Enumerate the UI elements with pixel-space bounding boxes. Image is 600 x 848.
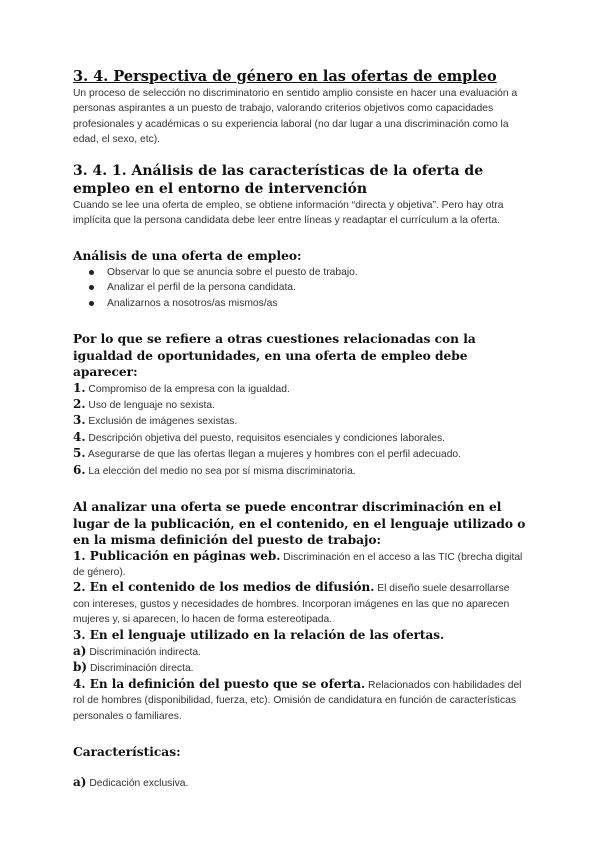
- numbered-item: 5. Asegurarse de que las ofertas llegan a mujeres y hombres con el perfil adecuado.: [73, 446, 462, 461]
- document-page: [73, 68, 528, 791]
- analysis-list: [73, 265, 528, 311]
- discrimination-point-3: 3. En el lenguaje utilizado en la relación de las ofertas.: [73, 627, 445, 642]
- bullet-icon: [89, 270, 94, 275]
- section-title-perspectiva: 3. 4. Perspectiva de género en las ofertas de empleo: [73, 68, 497, 85]
- list-item: Analizar el perfil de la persona candidata.: [89, 280, 528, 295]
- section-body-perspectiva: Un proceso de selección no discriminatorio en sentido amplio consiste en hacer una evaluación a personas aspirantes a un puesto de trabajo, valorando criterios objetivos como capacidades profesionales y académicas o su experiencia laboral (no dar lugar a una discriminación como la edad, el sexo, etc).: [73, 88, 518, 146]
- bullet-icon: [89, 285, 94, 290]
- section-title-analisis: 3. 4. 1. Análisis de las características de la oferta de empleo en el entorno de intervención: [73, 162, 484, 197]
- discrimination-heading: Al analizar una oferta se puede encontrar discriminación en el lugar de la publicación, en el contenido, en el lenguaje utilizado o en la misma definición del puesto de trabajo:: [73, 500, 526, 548]
- equality-heading: Por lo que se refiere a otras cuestiones relacionadas con la igualdad de oportunidades, en una oferta de empleo debe aparecer:: [73, 332, 476, 380]
- discrimination-point-4: 4. En la definición del puesto que se oferta. Relacionados con habilidades del rol de hombres (disponibilidad, fuerza, etc). Omisión de candidatura en función de características personales o familiares.: [73, 676, 522, 722]
- numbered-item: 3. Exclusión de imágenes sexistas.: [73, 413, 238, 428]
- bullet-icon: [89, 301, 94, 306]
- list-item: Observar lo que se anuncia sobre el puesto de trabajo.: [89, 265, 528, 280]
- numbered-item: 2. Uso de lenguaje no sexista.: [73, 397, 215, 412]
- numbered-item: 6. La elección del medio no sea por sí misma discriminatoria.: [73, 462, 356, 477]
- sub-item-a: a) Discriminación indirecta.: [73, 644, 201, 659]
- discrimination-point-2: 2. En el contenido de los medios de difusión. El diseño suele desarrollarse con intereses, gustos y necesidades de hombres. Incorporan imágenes en las que no aparecen mujeres y, si aparecen, lo hacen de forma estereotipada.: [73, 580, 510, 626]
- analysis-heading: Análisis de una oferta de empleo:: [73, 249, 302, 264]
- characteristics-heading: Características:: [73, 745, 181, 760]
- list-item: Analizarnos a nosotros/as mismos/as: [89, 296, 528, 311]
- discrimination-point-1: 1. Publicación en páginas web. Discriminación en el acceso a las TIC (brecha digital de género).: [73, 548, 523, 578]
- sub-item-b: b) Discriminación directa.: [73, 660, 194, 675]
- characteristics-item-a: a) Dedicación exclusiva.: [73, 774, 189, 789]
- numbered-item: 4. Descripción objetiva del puesto, requisitos esenciales y condiciones laborales.: [73, 429, 445, 444]
- numbered-item: 1. Compromiso de la empresa con la igualdad.: [73, 380, 290, 395]
- section-body-analisis: Cuando se lee una oferta de empleo, se obtiene información “directa y objetiva”. Pero hay otra implícita que la persona candidata debe leer entre líneas y readaptar el currículum a la oferta.: [73, 199, 504, 227]
